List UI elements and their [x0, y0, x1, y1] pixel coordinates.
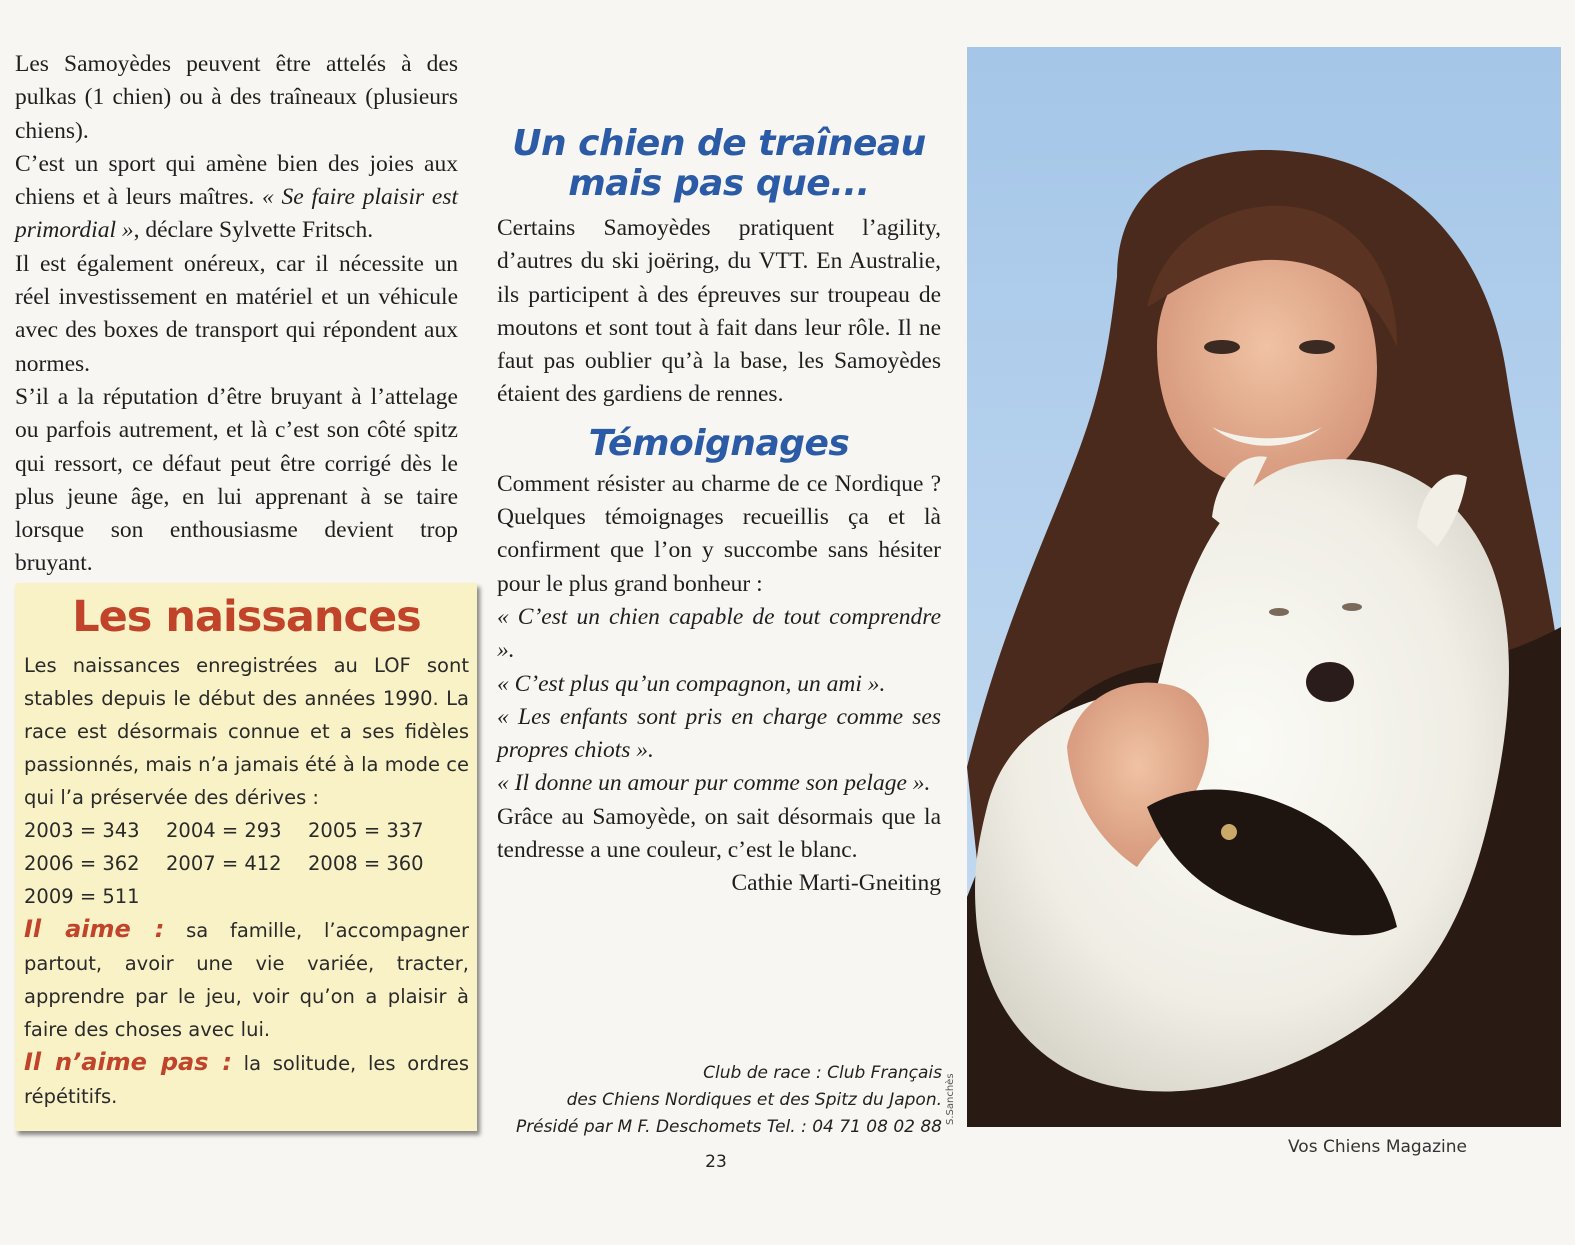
club-line: Présidé par M F. Deschomets Tel. : 04 71 08 02 88 [515, 1117, 942, 1137]
paragraph: Comment résister au charme de ce Nordique ? Quelques témoignages recueillis ça et là confirment que l’on y succombe sans hésiter pour le plus grand bonheur : [497, 470, 941, 597]
magazine-name: Vos Chiens Magazine [1287, 1137, 1467, 1157]
paragraph: Les Samoyèdes peuvent être attelés à des pulkas (1 chien) ou à des traîneaux (plusieurs chiens). [15, 51, 458, 144]
photo-illustration [967, 47, 1561, 1127]
paragraph: Il est également onéreux, car il nécessite un réel investissement en matériel et un véhicule avec des boxes de transport qui répondent aux normes. [15, 250, 458, 377]
page-number: 23 [705, 1152, 727, 1172]
birth-count: 2008 = 360 [308, 852, 424, 875]
club-line: des Chiens Nordiques et des Spitz du Japon. [566, 1090, 942, 1110]
box-title: Les naissances [72, 592, 421, 642]
paragraph: Certains Samoyèdes pratiquent l’agility, d’autres du ski joëring, du VTT. En Australie, ils participent à des épreuves sur troupeau de moutons et sont tout à fait dans leur rôle. Il ne faut pas oublier qu’à la base, les Samoyèdes étaient des gardiens de rennes. [497, 215, 941, 408]
club-line: Club de race : Club Français [703, 1063, 942, 1083]
club-info [497, 1060, 942, 1141]
likes-text: sa famille, l’accompagner partout, avoir une vie variée, tracter, apprendre par le jeu, voir qu’on a plaisir à faire des choses avec lui. [24, 919, 469, 1041]
birth-count: 2003 = 343 [24, 819, 140, 842]
paragraph-text: , déclare Sylvette Fritsch. [133, 217, 374, 244]
author-signature: Cathie Marti-Gneiting [731, 870, 941, 897]
testimonial-quote: « Les enfants sont pris en charge comme ses propres chiots ». [497, 703, 941, 764]
birth-count: 2006 = 362 [24, 852, 140, 875]
dislikes-paragraph [24, 1046, 469, 1113]
births-list [24, 814, 469, 913]
subtitle-testimonials: Témoignages [588, 422, 850, 464]
birth-count: 2004 = 293 [166, 819, 282, 842]
birth-count: 2007 = 412 [166, 852, 282, 875]
likes-paragraph [24, 913, 469, 1046]
dislikes-text: la solitude, les ordres répétitifs. [24, 1052, 470, 1108]
paragraph: S’il a la réputation d’être bruyant à l’attelage ou parfois autrement, et là c’est son côté spitz qui ressort, ce défaut peut être corrigé dès le plus jeune âge, en lui apprenant à se taire lorsque son enthousiasme devient trop bruyant. [15, 383, 458, 577]
birth-count: 2005 = 337 [308, 819, 424, 842]
paragraph [15, 148, 458, 248]
quote: « Se faire plaisir est primordial » [15, 184, 458, 244]
subtitle-sled-dog: Un chien de traîneau mais pas que... [512, 123, 926, 204]
testimonial-quote: « Il donne un amour pur comme son pelage ». [497, 770, 931, 797]
photo-credit: S.Sanchès [945, 1073, 956, 1125]
testimonial-quote: « C’est un chien capable de tout comprendre ». [497, 603, 941, 664]
photo-woman-with-samoyed-puppy [967, 47, 1561, 1127]
box-text: Les naissances enregistrées au LOF sont stables depuis le début des années 1990. La race est désormais connue et a ses fidèles passionnés, mais n’a jamais été à la mode ce qui l’a préservée des dérives : [24, 654, 469, 809]
birth-count: 2009 = 511 [24, 885, 140, 908]
paragraph-text: C’est un sport qui amène bien des joies aux chiens et à leurs maîtres. [15, 150, 458, 211]
paragraph-continued [497, 48, 941, 114]
paragraph: Grâce au Samoyède, on sait désormais que la tendresse a une couleur, c’est le blanc. [497, 803, 941, 864]
births-sidebar-box [15, 583, 477, 1131]
likes-label: Il aime : [24, 915, 165, 943]
testimonial-quote: « C’est plus qu’un compagnon, un ami ». [497, 670, 886, 697]
article-column-middle [497, 48, 941, 901]
dislikes-label: Il n’aime pas : [24, 1048, 232, 1076]
article-column-left [15, 48, 458, 577]
